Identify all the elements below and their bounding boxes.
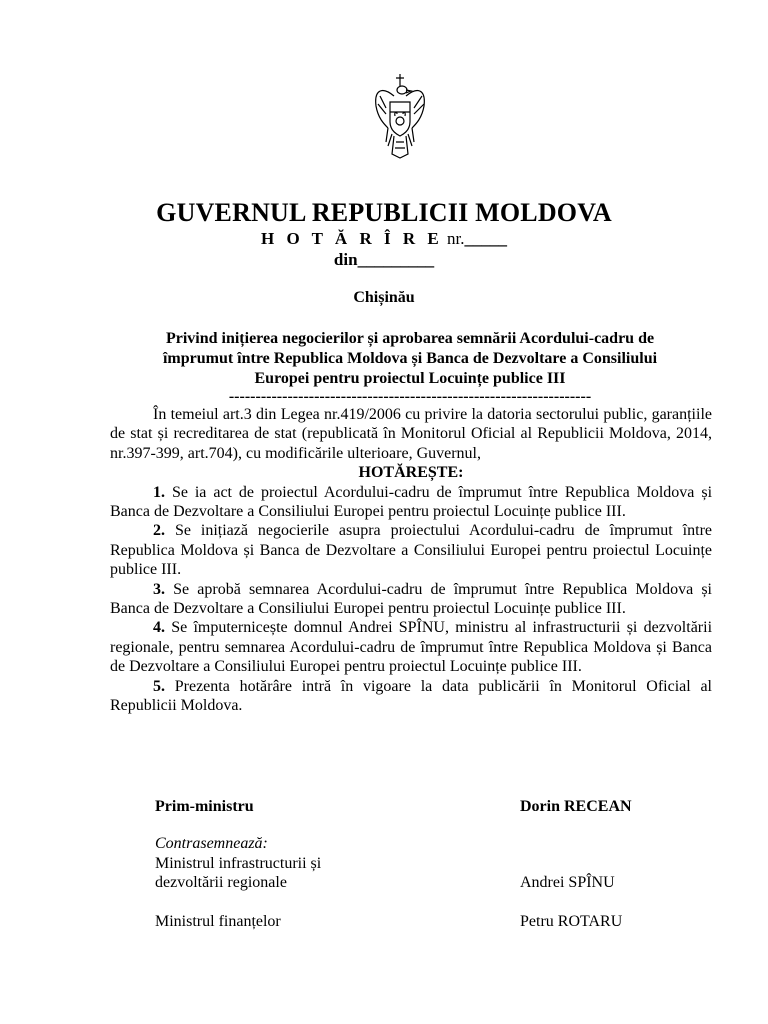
preamble-paragraph: În temeiul art.3 din Legea nr.419/2006 cu privire la datoria sectorului public, garanțiile de stat și recreditarea de stat (republicată în Monitorul Oficial al Republicii Moldova, 2014, nr.397-399, art.704), cu modificările ulterioare, Guvernul,: [110, 406, 712, 462]
minister-infrastructure-title-line2: dezvoltării regionale: [155, 874, 287, 891]
article-text: Prezenta hotărâre intră în vigoare la data publicării în Monitorul Oficial al Republicii Moldova.: [110, 677, 712, 715]
article-number: 2.: [153, 522, 165, 540]
prime-minister-title: Prim-ministru: [155, 798, 254, 815]
subject-line-3: Europei pentru proiectul Locuințe publice III: [254, 370, 566, 387]
date-blank: _________: [357, 250, 435, 269]
decision-number-line: [0, 229, 768, 249]
number-label: nr.: [446, 229, 465, 248]
subject-line-1: Privind inițierea negocierilor și aprobarea semnării Acordului-cadru de: [165, 330, 655, 347]
article-text: Se inițiază negocierile asupra proiectului Acordului-cadru de împrumut între Republica Moldova și Banca de Dezvoltare a Consiliului Europei pentru proiectul Locuințe publice III.: [110, 522, 713, 579]
article-2: [110, 521, 712, 579]
article-text: Se împuternicește domnul Andrei SPÎNU, ministru al infrastructurii și dezvoltării regionale, pentru semnarea Acordului-cadru de împrumut între Republica Moldova și Banca de Dezvoltare a Consiliului Europei pentru proiectul Locuințe publice III.: [110, 619, 713, 676]
minister-infrastructure-title-line1: Ministrul infrastructurii și: [155, 855, 322, 872]
separator-line: --------------------------------------------------------------------: [228, 388, 592, 405]
article-number: 4.: [153, 619, 165, 637]
date-label: din: [333, 250, 358, 269]
article-text: Se ia act de proiectul Acordului-cadru de împrumut între Republica Moldova și Banca de Dezvoltare a Consiliului Europei pentru proiectul Locuințe publice III.: [110, 483, 713, 521]
article-number: 3.: [153, 580, 165, 598]
coat-of-arms-emblem: [370, 72, 430, 160]
article-3: [110, 580, 712, 619]
number-blank: _____: [464, 229, 507, 248]
place-name: Chișinău: [353, 289, 415, 306]
minister-finance-name: Petru ROTARU: [520, 913, 623, 930]
decision-body: [110, 405, 712, 716]
article-4: [110, 618, 712, 676]
subject-line-2: împrumut între Republica Moldova și Banca de Dezvoltare a Consiliului: [162, 350, 658, 367]
minister-infrastructure-name: Andrei SPÎNU: [520, 874, 615, 891]
article-number: 5.: [153, 677, 165, 695]
prime-minister-name: Dorin RECEAN: [520, 798, 632, 815]
decision-date-line: [0, 250, 768, 270]
article-1: [110, 483, 712, 522]
decides-heading: HOTĂREȘTE:: [358, 464, 464, 482]
government-title: GUVERNUL REPUBLICII MOLDOVA: [156, 198, 612, 227]
decision-subject: [110, 329, 710, 389]
article-number: 1.: [153, 483, 165, 501]
decision-word: H O T Ă R Î R E: [261, 229, 443, 248]
article-5: [110, 677, 712, 716]
minister-finance-title: Ministrul finanțelor: [155, 913, 281, 930]
article-text: Se aprobă semnarea Acordului-cadru de împrumut între Republica Moldova și Banca de Dezvoltare a Consiliului Europei pentru proiectul Locuințe publice III.: [110, 580, 712, 618]
countersign-label: Contrasemnează:: [155, 835, 268, 852]
